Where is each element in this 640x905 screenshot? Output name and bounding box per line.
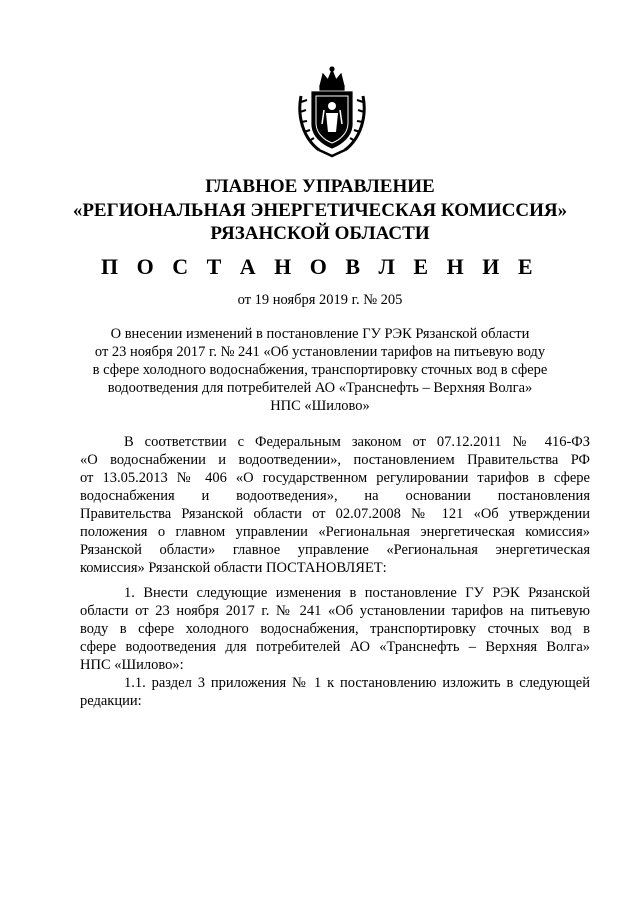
- coat-of-arms-icon: [293, 66, 371, 158]
- paragraph-line: Рязанской области» главное управление «Региональная энергетическая: [80, 542, 590, 558]
- paragraph-line: комиссия» Рязанской области ПОСТАНОВЛЯЕТ:: [80, 560, 387, 576]
- subject-line: в сфере холодного водоснабжения, транспортировку сточных вод в сфере: [92, 362, 548, 378]
- paragraph-line: области от 23 ноября 2017 г. № 241 «Об установлении тарифов на питьевую: [80, 603, 590, 619]
- paragraph-line: Правительства Рязанской области от 02.07.2008 № 121 «Об утверждении: [80, 506, 590, 522]
- clause-1-paragraph: [80, 584, 590, 674]
- paragraph-line: «О водоснабжении и водоотведении», постановлением Правительства РФ: [80, 452, 590, 468]
- subject-line: водоотведения для потребителей АО «Транснефть – Верхняя Волга»: [107, 380, 533, 396]
- header-line-3: РЯЗАНСКОЙ ОБЛАСТИ: [210, 223, 430, 244]
- header-line-1: ГЛАВНОЕ УПРАВЛЕНИЕ: [205, 176, 435, 197]
- preamble-paragraph: [80, 433, 590, 577]
- paragraph-line: от 13.05.2013 № 406 «О государственном регулировании тарифов в сфере: [80, 470, 590, 486]
- subject-line: О внесении изменений в постановление ГУ РЭК Рязанской области: [110, 326, 530, 342]
- paragraph-line: НПС «Шилово»:: [80, 657, 184, 673]
- paragraph-line: воду в сфере холодного водоснабжения, транспортировку сточных вод в: [80, 621, 590, 637]
- paragraph-line: положения о главном управлении «Региональная энергетическая комиссия»: [80, 524, 590, 540]
- subject-line: от 23 ноября 2017 г. № 241 «Об установлении тарифов на питьевую воду: [94, 344, 546, 360]
- clause-1-1-paragraph: [80, 674, 590, 710]
- paragraph-line: редакции:: [80, 693, 142, 709]
- paragraph-line: сфере водоотведения для потребителей АО «Транснефть – Верхняя Волга»: [80, 639, 590, 655]
- paragraph-line: водоснабжения и водоотведения», на основании постановления: [80, 488, 590, 504]
- subject-line: НПС «Шилово»: [270, 398, 370, 414]
- paragraph-line: 1. Внести следующие изменения в постановление ГУ РЭК Рязанской: [124, 585, 590, 601]
- paragraph-line: В соответствии с Федеральным законом от 07.12.2011 № 416-ФЗ: [124, 434, 590, 450]
- paragraph-line: 1.1. раздел 3 приложения № 1 к постановлению изложить в следующей: [124, 675, 590, 691]
- document-subject: [80, 325, 560, 415]
- header-line-2: «РЕГИОНАЛЬНАЯ ЭНЕРГЕТИЧЕСКАЯ КОМИССИЯ»: [72, 200, 568, 221]
- document-title: П О С Т А Н О В Л Е Н И Е: [100, 254, 540, 279]
- document-date: от 19 ноября 2019 г. № 205: [237, 292, 403, 308]
